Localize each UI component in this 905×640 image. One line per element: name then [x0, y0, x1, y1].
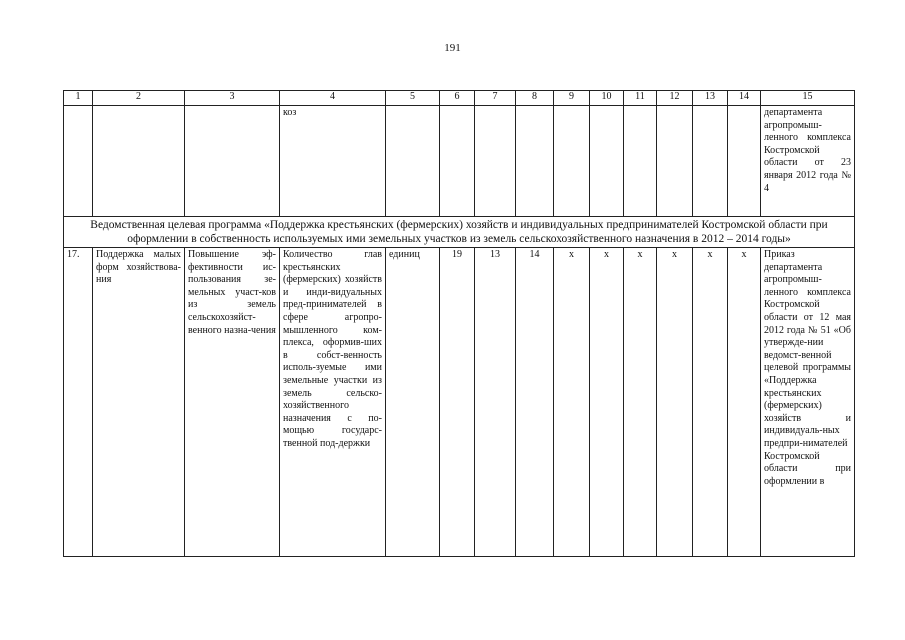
table-cell	[590, 106, 624, 217]
column-header: 14	[728, 91, 761, 106]
column-header: 3	[185, 91, 280, 106]
column-header: 9	[554, 91, 590, 106]
value-cell: х	[590, 248, 624, 557]
indicator-cell: Количество глав крестьянских (фермерских) хозяйств и инди-видуальных пред-принимателей в сфере агропро-мышленного ком-плекса, оформив-ших в собст-венность исполь-зуемые ими земельные участки из земель сельско-хозяйственного назначения с по-мощью государс-твенной под-держки	[280, 248, 386, 557]
indicator-cell: коз	[280, 106, 386, 217]
table-cell	[440, 106, 475, 217]
table-row	[64, 106, 855, 217]
value-cell: 14	[516, 248, 554, 557]
table-cell	[516, 106, 554, 217]
table-cell	[554, 106, 590, 217]
table-cell	[657, 106, 693, 217]
value-cell: х	[693, 248, 728, 557]
table-cell	[624, 106, 657, 217]
page-number: 191	[444, 42, 461, 54]
column-header: 4	[280, 91, 386, 106]
section-heading-row	[64, 217, 855, 248]
unit-cell: единиц	[386, 248, 440, 557]
value-cell: х	[728, 248, 761, 557]
table-cell	[185, 106, 280, 217]
table-cell	[475, 106, 516, 217]
column-header: 15	[761, 91, 855, 106]
table-row	[64, 248, 855, 557]
value-cell: х	[554, 248, 590, 557]
column-header: 12	[657, 91, 693, 106]
column-header: 1	[64, 91, 93, 106]
activity-name-cell: Поддержка малых форм хозяйствова-ния	[93, 248, 185, 557]
column-header: 5	[386, 91, 440, 106]
column-header: 10	[590, 91, 624, 106]
column-number-row	[64, 91, 855, 106]
table-cell	[386, 106, 440, 217]
table-cell	[693, 106, 728, 217]
document-reference-cell: департамента агропромыш-ленного комплекса Костромской области от 23 января 2012 года № 4	[761, 106, 855, 217]
value-cell: х	[624, 248, 657, 557]
column-header: 6	[440, 91, 475, 106]
section-heading: Ведомственная целевая программа «Поддержка крестьянских (фермерских) хозяйств и индивидуальных предпринимателей Костромской области при оформлении в собственность используемых ими земельных участков из земель сельскохозяйственного назначения в 2012 – 2014 годы»	[64, 217, 855, 248]
document-reference-cell: Приказ департамента агропромыш-ленного комплекса Костромской области от 12 мая 2012 года № 51 «Об утвержде-нии ведомст-венной целевой программы «Поддержка крестьянских (фермерских) хозяйств и индивидуаль-ных предпри-нимателей Костромской области при оформлении в	[761, 248, 855, 557]
value-cell: х	[657, 248, 693, 557]
column-header: 11	[624, 91, 657, 106]
report-table	[63, 90, 855, 557]
row-number: 17.	[64, 248, 93, 557]
value-cell: 19	[440, 248, 475, 557]
column-header: 7	[475, 91, 516, 106]
table-cell	[728, 106, 761, 217]
column-header: 2	[93, 91, 185, 106]
table-cell	[64, 106, 93, 217]
table-cell	[93, 106, 185, 217]
value-cell: 13	[475, 248, 516, 557]
column-header: 13	[693, 91, 728, 106]
column-header: 8	[516, 91, 554, 106]
goal-cell: Повышение эф-фективности ис-пользования зе-мельных участ-ков из земель сельскохозяйст-венного назна-чения	[185, 248, 280, 557]
